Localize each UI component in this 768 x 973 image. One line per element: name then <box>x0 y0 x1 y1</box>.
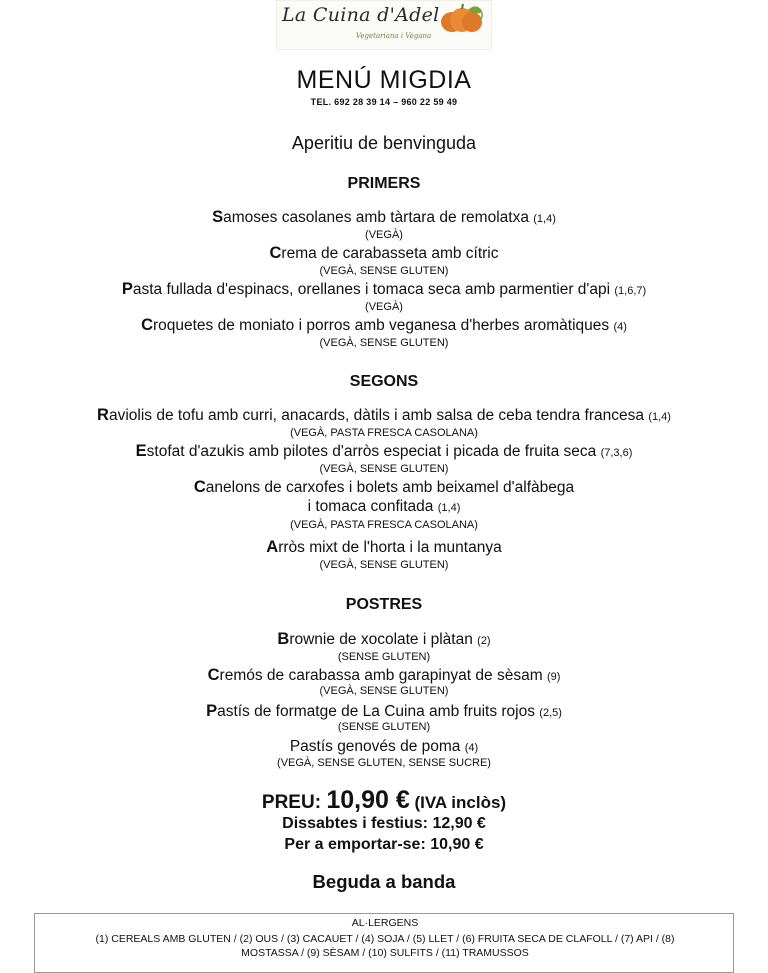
dish-note: (VEGÀ, PASTA FRESCA CASOLANA) <box>290 519 478 531</box>
dish-note: (VEGÀ, SENSE GLUTEN) <box>319 559 449 571</box>
logo-name: La Cuina d'Adel <box>282 4 440 26</box>
dish-item: Raviolis de tofu amb curri, anacards, dàtils i amb salsa de ceba tendra francesa (1,4) <box>97 406 671 424</box>
dish-note: (VEGÀ, SENSE GLUTEN, SENSE SUCRE) <box>277 757 491 769</box>
welcome-aperitif: Aperitiu de benvinguda <box>291 133 477 153</box>
dish-item: Samoses casolanes amb tàrtara de remolatxa (1,4) <box>212 208 556 226</box>
section-heading-segons: SEGONS <box>349 373 419 390</box>
phone-numbers: TEL. 692 28 39 14 – 960 22 59 49 <box>310 97 458 107</box>
dish-item: Brownie de xocolate i plàtan (2) <box>277 630 491 648</box>
pumpkin-icon <box>438 2 488 34</box>
logo-tagline: Vegetariana i Vegana <box>356 32 432 40</box>
menu-title: MENÚ MIGDIA <box>296 66 472 94</box>
dish-note: (VEGÀ, SENSE GLUTEN) <box>319 337 449 349</box>
weekend-price: Dissabtes i festius: 12,90 € <box>282 815 486 832</box>
dish-item: Pasta fullada d'espinacs, orellanes i tomaca seca amb parmentier d'api (1,6,7) <box>121 280 647 298</box>
dish-item: Pastís de formatge de La Cuina amb fruits rojos (2,5) <box>206 702 562 720</box>
section-heading-primers: PRIMERS <box>347 175 421 192</box>
menu-price: PREU: 10,90 € (IVA inclòs) <box>261 786 507 814</box>
section-heading-postres: POSTRES <box>345 596 423 613</box>
dish-note: (VEGÀ, SENSE GLUTEN) <box>319 463 449 475</box>
dish-note: (SENSE GLUTEN) <box>337 651 431 663</box>
drinks-note: Beguda a banda <box>312 871 456 892</box>
allergens-list: (1) CEREALS AMB GLUTEN / (2) OUS / (3) CACAUET / (4) SOJA / (5) LLET / (6) FRUITA SECA DE CLAFOLL / (7) API / (8) <box>95 933 675 945</box>
dish-note: (VEGÀ, SENSE GLUTEN) <box>319 265 449 277</box>
dish-item-continued: i tomaca confitada (1,4) <box>307 498 461 515</box>
dish-note: (VEGÀ) <box>365 301 403 313</box>
dish-item: Cremós de carabassa amb garapinyat de sèsam (9) <box>207 666 561 684</box>
dish-item: Canelons de carxofes i bolets amb beixamel d'alfàbega <box>193 478 575 496</box>
restaurant-logo <box>276 0 492 50</box>
dish-item: Arròs mixt de l'horta i la muntanya <box>266 538 502 556</box>
allergens-list-continued: MOSTASSA / (9) SÈSAM / (10) SULFITS / (11) TRAMUSSOS <box>241 947 529 959</box>
allergens-box <box>34 913 734 973</box>
dish-item: Pastís genovés de poma (4) <box>289 738 479 755</box>
takeaway-price: Per a emportar-se: 10,90 € <box>284 836 484 853</box>
dish-item: Crema de carabasseta amb cítric <box>269 244 499 262</box>
dish-item: Estofat d'azukis amb pilotes d'arròs especiat i picada de fruita seca (7,3,6) <box>135 442 633 460</box>
dish-note: (VEGÀ, SENSE GLUTEN) <box>319 685 449 697</box>
allergens-title: AL·LERGENS <box>351 917 419 929</box>
dish-note: (VEGÀ) <box>365 229 403 241</box>
dish-note: (VEGÀ, PASTA FRESCA CASOLANA) <box>290 427 478 439</box>
price-amount: 10,90 € <box>326 786 410 814</box>
dish-note: (SENSE GLUTEN) <box>337 721 431 733</box>
dish-item: Croquetes de moniato i porros amb veganesa d'herbes aromàtiques (4) <box>141 316 627 334</box>
